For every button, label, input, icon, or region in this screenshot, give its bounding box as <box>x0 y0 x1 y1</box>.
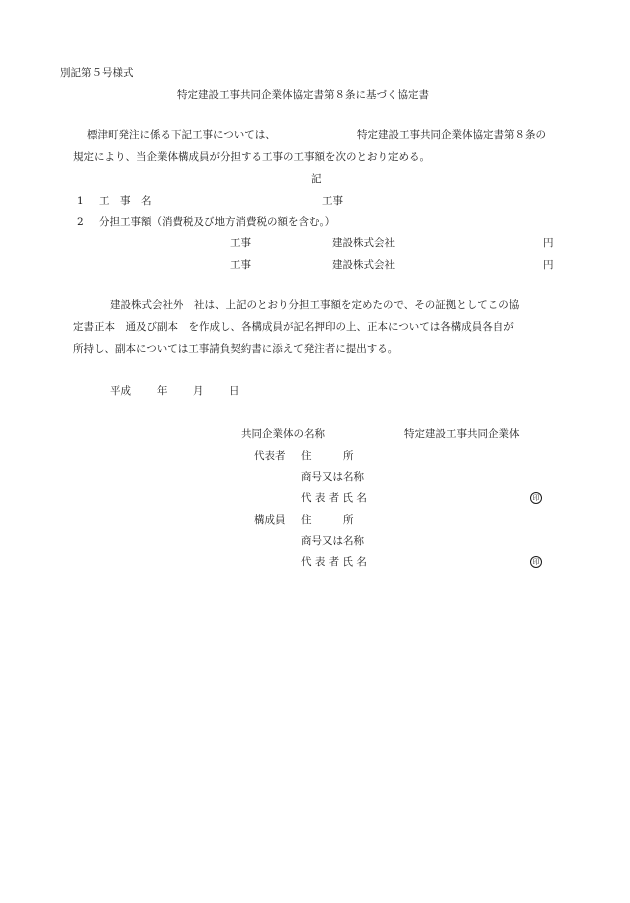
date-day: 日 <box>229 385 240 397</box>
item2-row1-work: 工事 <box>230 237 251 249</box>
date-month: 月 <box>193 385 204 397</box>
item2-row1-company: 建設株式会社 <box>332 237 395 249</box>
representative-label: 代表者 <box>254 450 286 462</box>
member-company-label: 商号又は名称 <box>301 535 364 547</box>
intro-line-1b: 特定建設工事共同企業体協定書第８条の <box>357 129 546 141</box>
document-title: 特定建設工事共同企業体協定書第８条に基づく協定書 <box>177 89 429 101</box>
item2-number: 2 <box>77 216 84 228</box>
item1-number: 1 <box>77 195 84 207</box>
item1-label: 工 事 名 <box>99 195 152 207</box>
item2-row2-unit: 円 <box>543 259 554 271</box>
intro-line-2: 規定により、当企業体構成員が分担する工事の工事額を次のとおり定める。 <box>73 151 430 163</box>
item2-label: 分担工事額（消費税及び地方消費税の額を含む。） <box>99 216 336 228</box>
member-person-label: 代 表 者 氏 名 <box>301 556 367 568</box>
intro-line-1a: 標津町発注に係る下記工事については、 <box>87 129 276 141</box>
item2-row2-work: 工事 <box>230 259 251 271</box>
member-label: 構成員 <box>254 514 286 526</box>
closing-line-1: 建設株式会社外 社は、上記のとおり分担工事額を定めたので、その証拠としてこの協 <box>110 299 520 311</box>
closing-line-3: 所持し、副本については工事請負契約書に添えて発注者に提出する。 <box>73 343 399 355</box>
item2-row1-unit: 円 <box>543 237 554 249</box>
representative-address-label: 住 所 <box>301 450 354 462</box>
jv-name-value: 特定建設工事共同企業体 <box>404 428 520 440</box>
date-era: 平成 <box>110 385 131 397</box>
item1-value: 工事 <box>322 195 343 207</box>
ki-heading: 記 <box>311 173 322 185</box>
representative-seal-icon: 印 <box>530 492 542 504</box>
form-number: 別記第５号様式 <box>60 67 134 79</box>
representative-person-label: 代 表 者 氏 名 <box>301 492 367 504</box>
jv-name-label: 共同企業体の名称 <box>241 428 325 440</box>
date-year: 年 <box>157 385 168 397</box>
member-seal-icon: 印 <box>530 556 542 568</box>
member-address-label: 住 所 <box>301 514 354 526</box>
representative-company-label: 商号又は名称 <box>301 471 364 483</box>
item2-row2-company: 建設株式会社 <box>332 259 395 271</box>
closing-line-2: 定書正本 通及び副本 を作成し、各構成員が記名押印の上、正本については各構成員各自が <box>73 321 514 333</box>
